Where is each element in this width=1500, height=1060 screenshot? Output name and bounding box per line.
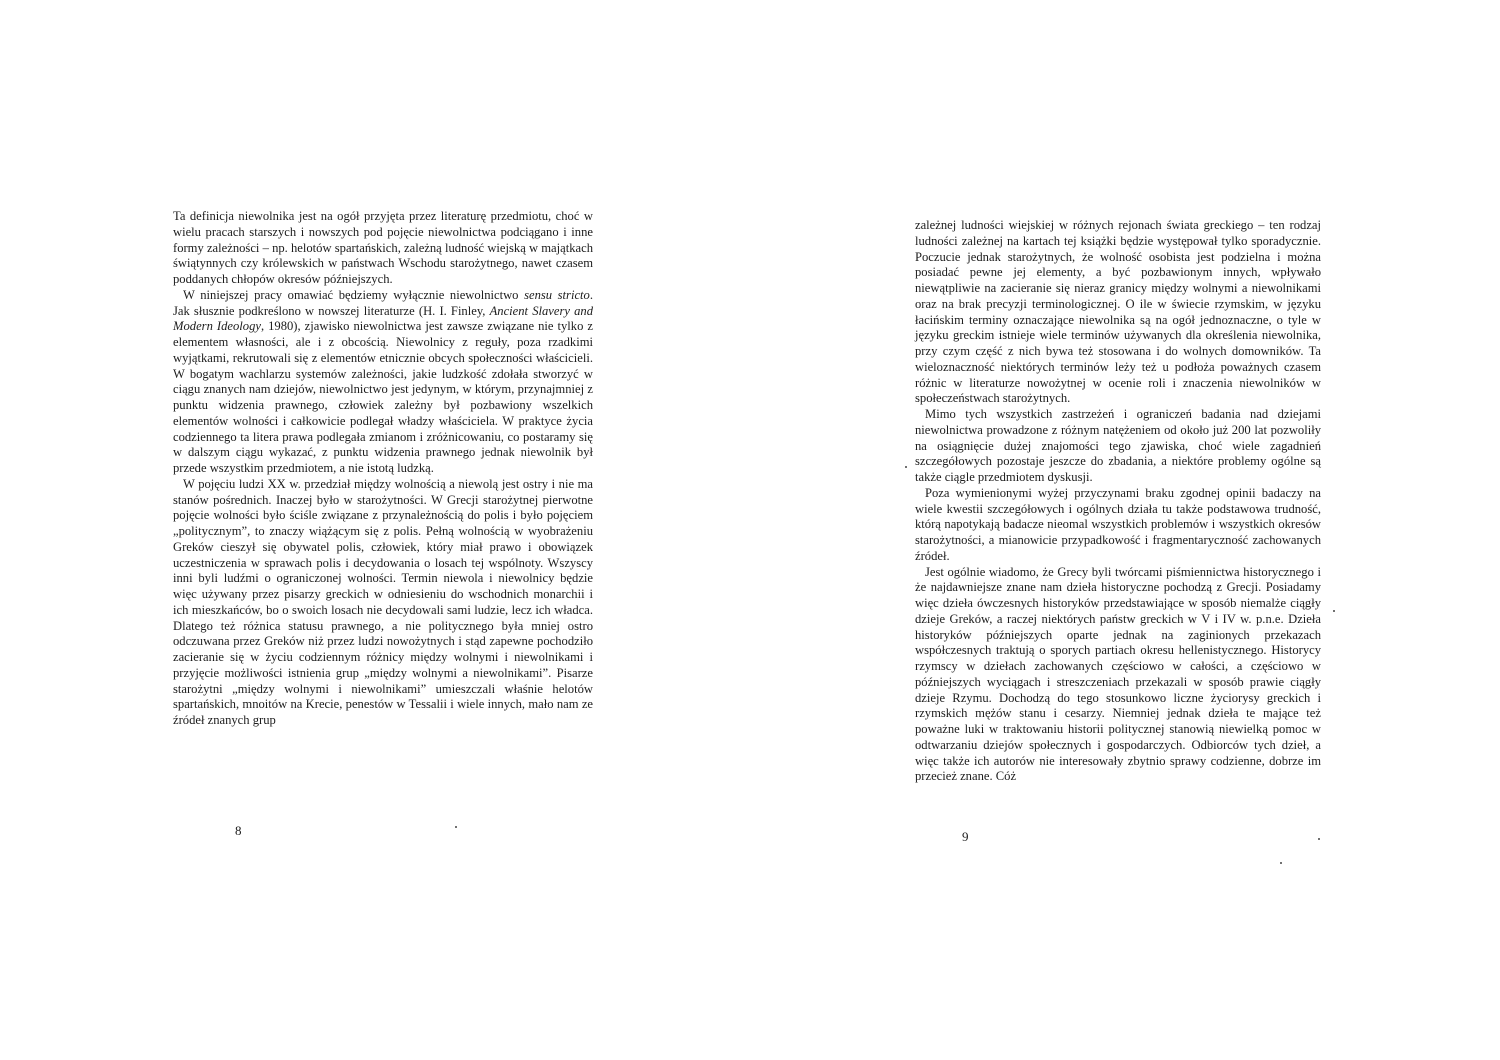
paragraph <box>915 407 1321 486</box>
scan-speck <box>1333 610 1335 612</box>
text-run: , 1980), zjawisko niewolnictwa jest zawsze związane nie tylko z elementem własności, ale i z obcością. Niewolnicy z reguły, poza rzadkimi wyjątkami, rekrutowali się z elementów etnicznie obcych społeczności właścicieli. W bogatym wachlarzu systemów zależności, jakie ludzkość zdołała stworzyć w ciągu znanych nam dziejów, niewolnictwo jest jedynym, w którym, przynajmniej z punktu widzenia prawnego, człowiek zależny był pozbawiony wszelkich elementów wolności i całkowicie podlegał władzy właściciela. W praktyce życia codziennego ta litera prawa podlegała zmianom i zróżnicowaniu, co postaramy się w dalszym ciągu wykazać, z punktu widzenia prawnego jednak niewolnik był przede wszystkim przedmiotem, a nie istotą ludzką. <box>173 319 593 475</box>
scan-speck <box>1318 838 1320 840</box>
text-run: zależnej ludności wiejskiej w różnych rejonach świata greckiego – ten rodzaj ludności zależnej na kartach tej książki będzie występował tylko sporadycznie. Poczucie jednak starożytnych, że wolność osobista jest podzielna i można posiadać pewne jej elementy, a być pozbawionym innych, wpływało niewątpliwie na zacieranie się nieraz granicy między wolnymi a niewolnikami oraz na brak precyzji terminologicznej. O ile w świecie rzymskim, w języku łacińskim terminy oznaczające niewolnika są na ogół jednoznaczne, o tyle w języku greckim istnieje wiele terminów używanych dla określenia niewolnika, przy czym część z nich bywa też stosowana i do wolnych domowników. Ta wieloznaczność niektórych terminów leży też u podłoża poważnych czasem różnic w literaturze nowożytnej w ocenie roli i znaczenia niewolników w społeczeństwach starożytnych. <box>915 218 1321 406</box>
paragraph <box>915 218 1321 407</box>
text-run: . Jak słusznie podkreślono w nowszej literaturze (H. I. Finley, <box>173 287 594 318</box>
text-run: Ta definicja niewolnika jest na ogół przyjęta przez literaturę przedmiotu, choć w wielu pracach starszych i nowszych pod pojęcie niewolnictwa podciągano i inne formy zależności – np. helotów spartańskich, zależną ludność wiejską w majątkach świątynnych czy królewskich w państwach Wschodu starożytnego, nawet czasem poddanych chłopów okresów późniejszych. <box>173 209 593 286</box>
text-run: Mimo tych wszystkich zastrzeżeń i ograniczeń badania nad dziejami niewolnictwa prowadzone z różnym natężeniem od około już 200 lat pozwoliły na osiągnięcie dużej znajomości tego zjawiska, choć wiele zagadnień szczegółowych pozostaje jeszcze do zbadania, a niektóre problemy ogólne są także ciągle przedmiotem dyskusji. <box>915 407 1321 484</box>
text-run: Poza wymienionymi wyżej przyczynami braku zgodnej opinii badaczy na wiele kwestii szczegółowych i ogólnych działa tu także podstawowa trudność, którą napotykają badacze nieomal wszystkich problemów i wszystkich okresów starożytności, a mianowicie przypadkowość i fragmentaryczność zachowanych źródeł. <box>915 485 1321 563</box>
right-page-text <box>915 218 1321 785</box>
text-run: W niniejszej pracy omawiać będziemy wyłącznie niewolnictwo <box>183 287 525 302</box>
scan-speck <box>1280 862 1282 864</box>
scan-speck <box>905 466 907 468</box>
text-run: W pojęciu ludzi XX w. przedział między wolnością a niewolą jest ostry i nie ma stanów pośrednich. Inaczej było w starożytności. W Grecji starożytnej pierwotne pojęcie wolności było ściśle związane z przynależnością do polis i było pojęciem „politycznym”, to znaczy wiążącym się z polis. Pełną wolnością w wyobrażeniu Greków cieszył się obywatel polis, człowiek, który miał prawo i obowiązek uczestniczenia w sprawach polis i decydowania o losach tej wspólnoty. Wszyscy inni byli ludźmi o ograniczonej wolności. Termin niewola i niewolnicy będzie więc używany przez pisarzy greckich w odniesieniu do wschodnich monarchii i ich mieszkańców, bo o swoich losach nie decydowali sami ludzie, lecz ich władca. Dlatego też różnica statusu prawnego, a nie politycznego była mniej ostro odczuwana przez Greków niż przez ludzi nowożytnych i stąd zapewne pochodziło zacieranie się w życiu codziennym różnicy między wolnymi i niewolnikami i przyjęcie możliwości istnienia grup „między wolnymi a niewolnikami”. Pisarze starożytni „między wolnymi i niewolnikami” umieszczali właśnie helotów spartańskich, mnoitów na Krecie, penestów w Tessalii i wiele innych, mało nam ze źródeł znanych grup <box>173 476 593 727</box>
italic-text: Ancient Slavery and Modern Ideology <box>173 303 593 334</box>
scan-speck <box>455 826 457 828</box>
left-page-number: 8 <box>235 823 242 838</box>
paragraph <box>173 209 593 288</box>
paragraph <box>915 565 1321 786</box>
paragraph <box>915 486 1321 565</box>
left-page-text <box>173 209 593 729</box>
paragraph <box>173 477 593 729</box>
paragraph <box>173 288 593 477</box>
italic-text: sensu stricto <box>524 287 590 302</box>
right-page <box>750 0 1500 1060</box>
text-run: Jest ogólnie wiadomo, że Grecy byli twórcami piśmiennictwa historycznego i że najdawniejsze znane nam dzieła historyczne pochodzą z Grecji. Posiadamy więc dzieła ówczesnych historyków przedstawiające w sposób niemalże ciągły dzieje Greków, a raczej niektórych państw greckich w V i IV w. p.n.e. Dzieła historyków późniejszych oparte jednak na zaginionych przekazach współczesnych traktują o sporych partiach okresu hellenistycznego. Historycy rzymscy w dziełach zachowanych częściowo w całości, a częściowo w późniejszych wyciągach i streszczeniach przekazali w sposób prawie ciągły dzieje Rzymu. Dochodzą do tego stosunkowo liczne życiorysy greckich i rzymskich mężów stanu i cesarzy. Niemniej jednak dzieła te mające też poważne luki w traktowaniu historii politycznej stanowią niewielką pomoc w odtwarzaniu dziejów społecznych i gospodarczych. Odbiorców tych dzieł, a więc także ich autorów nie interesowały zbytnio sprawy codzienne, dobrze im przecież znane. Cóż <box>915 564 1321 784</box>
right-page-number: 9 <box>962 829 969 844</box>
